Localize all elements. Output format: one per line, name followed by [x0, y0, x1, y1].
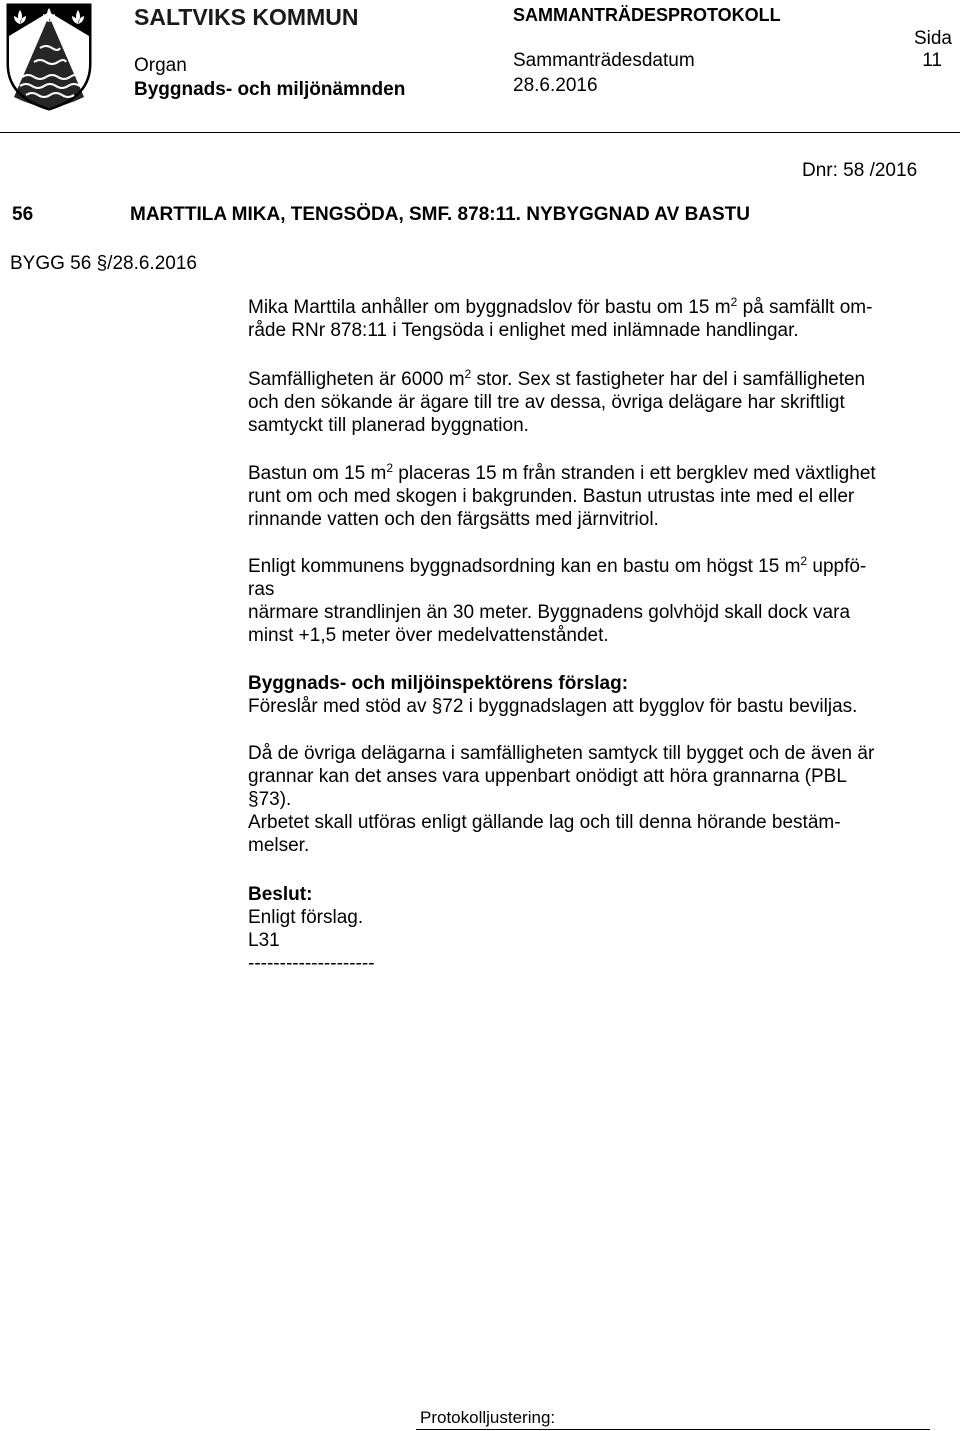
decision-section	[248, 883, 948, 975]
paragraph-neighbours: Då de övriga delägarna i samfälligheten samtyck till bygget och de även är grannar kan det anses vara uppenbart onödigt att höra grannarna (PBL §73). Arbetet skall utföras enligt gällande lag och till denna hörande bestäm- melser.	[248, 743, 875, 856]
paragraph-joint-property: Samfälligheten är 6000 $m^2$ stor. Sex st fastigheter har del i samfälligheten och den sökande är ägare till tre av dessa, övriga delägare har skriftligt samtyckt till planerad byggnation.	[248, 367, 866, 436]
document-title: SAMMANTRÄDESPROTOKOLL	[513, 5, 781, 25]
decision-heading: Beslut:	[248, 884, 313, 905]
decision-text: Enligt förslag.	[248, 907, 364, 928]
paragraph-application: Mika Marttila anhåller om byggnadslov för bastu om 15 $m^2$ på samfällt om- råde RNr 878:11 i Tengsöda i enlighet med inlämnade handlingar.	[248, 295, 873, 341]
header-divider	[0, 132, 960, 133]
case-reference: BYGG 56 §/28.6.2016	[10, 253, 197, 274]
decision-code: L31	[248, 930, 280, 951]
decision-separator: --------------------	[248, 953, 375, 974]
proposal-heading: Byggnads- och miljöinspektörens förslag:	[248, 673, 629, 694]
proposal-text: Föreslår med stöd av §72 i byggnadslagen att bygglov för bastu beviljas.	[248, 696, 858, 717]
organ-value: Byggnads- och miljönämnden	[134, 79, 406, 100]
organ-label: Organ	[134, 55, 187, 76]
meeting-date-label: Sammanträdesdatum	[513, 50, 695, 71]
page-label: Sida	[913, 28, 952, 49]
section-title: MARTTILA MIKA, TENGSÖDA, SMF. 878:11. NYBYGGNAD AV BASTU	[130, 204, 751, 225]
footer-signature-line	[416, 1429, 930, 1430]
coat-of-arms-logo	[4, 2, 94, 112]
meeting-date-value: 28.6.2016	[513, 75, 598, 96]
paragraph-building-regulation: Enligt kommunens byggnadsordning kan en bastu om högst 15 $m^2$ uppfö- ras närmare strandlinjen än 30 meter. Byggnadens golvhöjd skall dock vara minst +1,5 meter över medelvattenståndet.	[248, 554, 867, 646]
paragraph-sauna-placement: Bastun om 15 $m^2$ placeras 15 m från stranden i ett bergklev med växtlighet runt om och med skogen i bakgrunden. Bastun utrustas inte med el eller rinnande vatten och den färgsätts med järnvitriol.	[248, 461, 876, 530]
page-number: 11	[922, 50, 942, 71]
minutes-check-label: Protokolljustering:	[420, 1408, 556, 1427]
diary-number: Dnr: 58 /2016	[802, 160, 918, 181]
municipality-name: SALTVIKS KOMMUN	[134, 4, 359, 30]
proposal-section	[248, 672, 948, 718]
section-number: 56	[12, 204, 34, 225]
